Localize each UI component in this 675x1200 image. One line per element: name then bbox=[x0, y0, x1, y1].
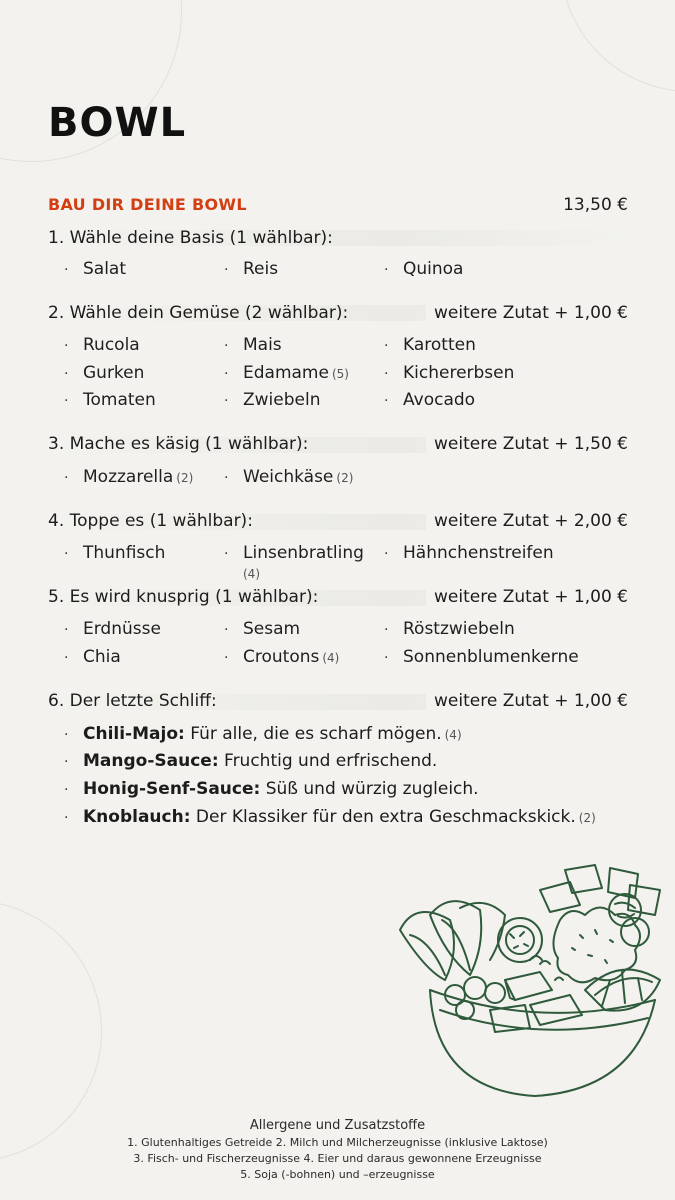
footer-line: 1. Glutenhaltiges Getreide 2. Milch und Milcherzeugnisse (inklusive Laktose) bbox=[127, 1136, 548, 1149]
bullet-dot: · bbox=[64, 782, 69, 798]
sauce-name: Mango-Sauce: bbox=[83, 751, 219, 771]
section-1-header bbox=[48, 228, 628, 248]
bullet-dot: · bbox=[384, 366, 389, 382]
menu-item: Salat bbox=[83, 259, 127, 279]
section-choice-text: : bbox=[210, 691, 217, 711]
bullet-dot: · bbox=[64, 810, 69, 826]
section-4-heading bbox=[48, 511, 253, 531]
section-6-heading bbox=[48, 691, 217, 711]
menu-item: Quinoa bbox=[403, 259, 464, 279]
menu-item: Sonnenblumenkerne bbox=[403, 647, 579, 667]
menu-item: Erdnüsse bbox=[83, 619, 161, 639]
page-title: BOWL bbox=[48, 100, 187, 146]
section-heading-text: 2. Wähle dein Gemüse bbox=[48, 303, 240, 323]
section-choice-text: (1 wählbar): bbox=[215, 587, 319, 607]
allergen-code: (2) bbox=[176, 471, 194, 485]
section-3-header bbox=[48, 434, 628, 454]
extra-price: weitere Zutat + 1,00 € bbox=[426, 587, 628, 607]
sauce-description: Für alle, die es scharf mögen. bbox=[190, 724, 442, 744]
bullet-dot: · bbox=[64, 338, 69, 354]
section-6-header bbox=[48, 691, 628, 711]
bullet-dot: · bbox=[224, 470, 229, 486]
menu-item: Chia bbox=[83, 647, 121, 667]
bullet-dot: · bbox=[224, 262, 229, 278]
sauce-item bbox=[83, 779, 479, 799]
bullet-dot: · bbox=[384, 338, 389, 354]
bowl-name: BAU DIR DEINE BOWL bbox=[48, 195, 247, 214]
bullet-dot: · bbox=[64, 470, 69, 486]
menu-item: Karotten bbox=[403, 335, 476, 355]
section-2-heading bbox=[48, 303, 348, 323]
bullet-dot: · bbox=[384, 622, 389, 638]
menu-item: Hähnchenstreifen bbox=[403, 543, 554, 563]
section-3-heading bbox=[48, 434, 308, 454]
bullet-dot: · bbox=[384, 650, 389, 666]
allergen-code: (4) bbox=[444, 728, 462, 742]
menu-item: Avocado bbox=[403, 390, 476, 410]
bullet-dot: · bbox=[64, 622, 69, 638]
menu-item: Sesam bbox=[243, 619, 301, 639]
allergen-code: (5) bbox=[331, 367, 349, 381]
allergen-footer bbox=[0, 1118, 675, 1183]
bullet-dot: · bbox=[64, 262, 69, 278]
bowl-header bbox=[48, 195, 628, 215]
bullet-dot: · bbox=[384, 262, 389, 278]
section-choice-text: (1 wählbar): bbox=[229, 228, 333, 248]
sauce-item bbox=[83, 807, 596, 827]
section-choice-text: (2 wählbar): bbox=[244, 303, 349, 323]
bullet-dot: · bbox=[224, 622, 229, 638]
footer-line: 5. Soja (-bohnen) und –erzeugnisse bbox=[240, 1168, 435, 1181]
sauce-name: Honig-Senf-Sauce: bbox=[83, 779, 261, 799]
bullet-dot: · bbox=[64, 727, 69, 743]
menu-item bbox=[243, 647, 339, 667]
item-name: Weichkäse bbox=[243, 467, 334, 487]
bullet-dot: · bbox=[64, 650, 69, 666]
menu-item: Rucola bbox=[83, 335, 140, 355]
sauce-description: Fruchtig und erfrischend. bbox=[224, 751, 438, 771]
section-5-heading bbox=[48, 587, 318, 607]
salad-bowl-icon bbox=[390, 860, 665, 1100]
footer-title: Allergene und Zusatzstoffe bbox=[249, 1118, 426, 1133]
section-heading-text: 3. Mache es käsig bbox=[48, 434, 200, 454]
menu-item: Zwiebeln bbox=[243, 390, 321, 410]
sauce-description: Der Klassiker für den extra Geschmackskick. bbox=[195, 807, 576, 827]
menu-item bbox=[83, 467, 193, 487]
extra-price: weitere Zutat + 2,00 € bbox=[426, 511, 628, 531]
section-4-header bbox=[48, 511, 628, 531]
allergen-code: (2) bbox=[578, 811, 596, 825]
menu-item: Thunfisch bbox=[83, 543, 166, 563]
bullet-dot: · bbox=[224, 366, 229, 382]
allergen-code: (4) bbox=[243, 567, 260, 581]
allergen-code: (2) bbox=[336, 471, 354, 485]
bullet-dot: · bbox=[224, 650, 229, 666]
bowl-price: 13,50 € bbox=[563, 195, 628, 215]
bullet-dot: · bbox=[64, 546, 69, 562]
sauce-name: Chili-Majo: bbox=[83, 724, 185, 744]
menu-item: Reis bbox=[243, 259, 279, 279]
bullet-dot: · bbox=[384, 393, 389, 409]
allergen-code: (4) bbox=[322, 651, 340, 665]
item-name: Edamame bbox=[243, 363, 329, 383]
bullet-dot: · bbox=[64, 393, 69, 409]
bullet-dot: · bbox=[64, 366, 69, 382]
bullet-dot: · bbox=[224, 393, 229, 409]
section-heading-text: 6. Der letzte Schliff bbox=[48, 691, 211, 711]
section-5-header bbox=[48, 587, 628, 607]
menu-item: Tomaten bbox=[83, 390, 156, 410]
section-2-header bbox=[48, 303, 628, 323]
menu-item bbox=[243, 467, 353, 487]
footer-line: 3. Fisch- und Fischerzeugnisse 4. Eier und daraus gewonnene Erzeugnisse bbox=[133, 1152, 542, 1165]
extra-price: weitere Zutat + 1,50 € bbox=[426, 434, 628, 454]
sauce-name: Knoblauch: bbox=[83, 807, 191, 827]
menu-item: Gurken bbox=[83, 363, 145, 383]
sauce-item bbox=[83, 724, 462, 744]
section-choice-text: (1 wählbar): bbox=[205, 434, 309, 454]
bullet-dot: · bbox=[224, 338, 229, 354]
menu-item: Kichererbsen bbox=[403, 363, 515, 383]
extra-price: weitere Zutat + 1,00 € bbox=[426, 691, 628, 711]
section-heading-text: 4. Toppe es bbox=[48, 511, 145, 531]
sauce-description: Süß und würzig zugleich. bbox=[265, 779, 479, 799]
item-name: Mozzarella bbox=[83, 467, 174, 487]
extra-price: weitere Zutat + 1,00 € bbox=[426, 303, 628, 323]
section-heading-text: 1. Wähle deine Basis bbox=[48, 228, 225, 248]
bullet-dot: · bbox=[384, 546, 389, 562]
section-1-heading bbox=[48, 228, 333, 248]
menu-item bbox=[243, 363, 349, 383]
menu-item: Mais bbox=[243, 335, 282, 355]
bullet-dot: · bbox=[64, 754, 69, 770]
item-name: Croutons bbox=[243, 647, 320, 667]
section-choice-text: (1 wählbar): bbox=[149, 511, 253, 531]
sauce-item bbox=[83, 751, 437, 771]
menu-item: Linsenbratling bbox=[243, 543, 364, 563]
section-heading-text: 5. Es wird knusprig bbox=[48, 587, 210, 607]
menu-item: Röstzwiebeln bbox=[403, 619, 515, 639]
bullet-dot: · bbox=[224, 546, 229, 562]
